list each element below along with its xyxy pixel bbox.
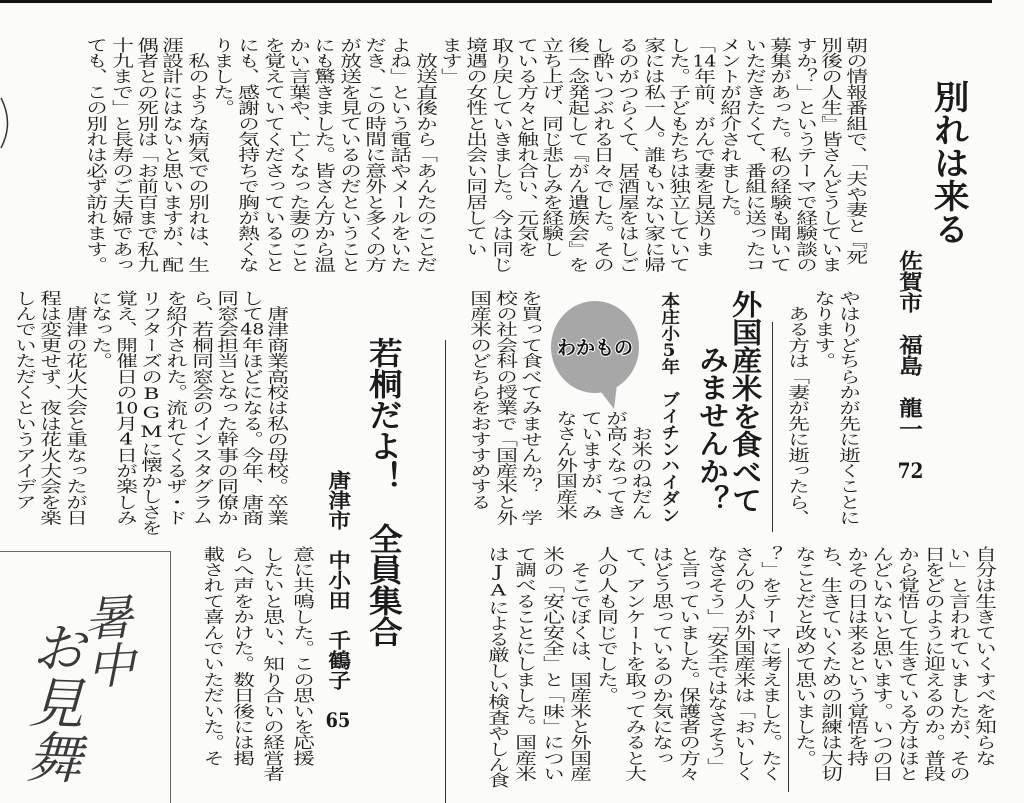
- text-column: さんの人が外国産米は「おいしく: [731, 546, 758, 782]
- wakamono-badge: [548, 300, 648, 412]
- text-column: 載されて喜んでいただいた。そ: [200, 546, 227, 766]
- byline: 唐津市 中小田 千鶴子 65: [324, 470, 352, 730]
- text-column: 私のような病気での別れは、生: [184, 37, 212, 273]
- text-column: りました。: [210, 37, 237, 116]
- text-column: 境遇の女性と出会い同居してい: [463, 37, 490, 257]
- text-column: お米のねだん: [628, 410, 655, 520]
- text-column: なことだと改めて思いました。: [792, 546, 819, 766]
- text-column: なさそう」「安全ではなさそう」: [703, 546, 730, 774]
- text-column: て調べることにしました。国産米: [512, 546, 539, 782]
- text-column: にも、感謝の気持ちで胸が熱くな: [235, 37, 262, 273]
- text-column: なさん外国産米: [553, 410, 580, 520]
- text-column: 十九まで」と長寿のご夫婦であっ: [108, 37, 136, 273]
- text-column: ち、生きていくための訓練は大切: [818, 546, 845, 782]
- text-column: 人の人も同じでした。: [594, 546, 621, 703]
- upright-number: 65: [325, 710, 351, 730]
- upright-number: 48: [240, 321, 265, 338]
- upright-number: 14: [692, 52, 717, 69]
- text-column: んどいないと思います。いつの日: [869, 546, 896, 782]
- text-column: るのがつらくて、居酒屋をはしご: [615, 37, 642, 273]
- text-column: い」と言われていましたが、その: [946, 546, 973, 782]
- text-column: した。子どもたちは独立していて: [666, 37, 693, 273]
- text-column: ても、この別れは必ず訪れます。: [83, 37, 110, 273]
- column-divider-rule: [772, 322, 773, 532]
- text-column: 立ち上げ、同じ悲しみを経験し: [539, 37, 566, 257]
- handwritten-lettering-left: お見舞: [17, 617, 87, 786]
- text-column: すか？」というテーマで経験談の: [792, 37, 819, 273]
- text-column: はどう思っているのか気になっ: [649, 546, 676, 766]
- text-column: かい言葉や、亡くなった妻のこと: [286, 37, 313, 273]
- text-column: ている方々と触れ合い、元気を: [514, 37, 541, 257]
- upright-number: 72: [897, 460, 923, 481]
- text-column: から覚悟して生きている方はほと: [895, 546, 922, 782]
- article-title-line-2: みませんか？: [694, 345, 731, 513]
- text-column: したいと思い、知り合いの経営者: [260, 546, 287, 782]
- text-column: して48年ほどになる。今年、唐商: [239, 290, 266, 526]
- text-column: 国産米のどちらをおすすめする: [467, 290, 494, 510]
- text-column: やはりどちらかが先に逝くことに: [836, 290, 863, 526]
- upright-number: 10: [114, 399, 139, 416]
- article-title: 別れは来る: [928, 80, 971, 245]
- text-column: いただきたくて、番組に送ったコ: [742, 37, 769, 273]
- top-border-rule: [0, 0, 992, 3]
- text-column: 日をどのように迎えるのか。普段: [921, 546, 948, 782]
- upright-number: 5: [662, 341, 676, 358]
- text-column: 家には私一人。誰もいない家に帰: [640, 37, 667, 273]
- text-column: しんでいただくというアイデア: [12, 290, 39, 510]
- column-divider-rule: [788, 648, 789, 792]
- text-column: 程は変更せず、夜は花火大会を楽: [37, 290, 64, 526]
- upright-number: 4: [119, 431, 134, 448]
- cropped-circle-fragment: [0, 96, 14, 150]
- handwritten-lettering-right: 暑中: [74, 591, 136, 691]
- text-column: リフターズのBGMに懐かしさを: [138, 290, 165, 536]
- text-column: ？」をテーマに考えました。たく: [758, 546, 785, 782]
- text-column: 募集があった。私の経験も聞いて: [767, 37, 794, 273]
- text-column: にも驚きました。皆さん方から温: [311, 37, 338, 273]
- text-column: そこでぼくは、国産米と外国産: [567, 546, 594, 782]
- text-column: らへ声をかけた。数日後には掲: [230, 546, 257, 766]
- byline: 佐賀市 福島 龍一 72: [896, 250, 924, 481]
- text-column: が放送を見ているのだということ: [336, 37, 364, 273]
- text-column: 自分は生きていくすべを知らな: [972, 546, 999, 766]
- text-column: を覚えていてくださっていること: [260, 37, 288, 273]
- text-column: だき、この時間に意外と多くの方: [362, 37, 389, 273]
- column-divider-rule: [445, 340, 446, 803]
- badge-tail: [598, 384, 617, 409]
- text-column: 同窓会担当となった幹事の同僚か: [214, 290, 241, 526]
- text-column: 別後の人生』皆さんどうしていま: [818, 37, 845, 273]
- article-title-line-1: 外国産米を食べて: [727, 290, 764, 514]
- text-column: 「14年前、がんで妻を見送りま: [691, 37, 718, 257]
- text-column: ら、若桐同窓会のインスタグラム: [188, 290, 216, 526]
- summer-greeting-box: [0, 551, 171, 803]
- text-column: よね」という電話やメールをいた: [387, 37, 414, 273]
- text-column: なります。: [810, 290, 838, 369]
- text-column: 唐津商業高校は私の母校。卒業: [264, 290, 291, 526]
- text-column: ます」: [438, 37, 465, 85]
- upright-letters: BGM: [138, 384, 165, 442]
- text-column: はJAによる厳しい検査やしん食: [485, 546, 512, 789]
- text-column: を買って食べてみませんか？ 学: [518, 290, 545, 526]
- text-column: になった。: [88, 290, 115, 369]
- byline: 本庄小5年 ブイチンハイダン: [658, 292, 680, 523]
- text-column: 偶者との死別は「お前百まで私九: [134, 37, 161, 273]
- text-column: 朝の情報番組で、「夫や妻と『死: [843, 37, 870, 265]
- upright-letters: JA: [485, 561, 512, 600]
- text-column: ある方は「妻が先に逝ったら、: [785, 290, 812, 526]
- text-column: ていますが、み: [578, 410, 605, 520]
- text-column: と言っていました。保護者の方々: [676, 546, 703, 782]
- text-column: 放送直後から「あんたのことだ: [412, 37, 439, 273]
- text-column: かその日は来るという覚悟を持: [843, 546, 871, 766]
- text-column: メントが紹介されました。: [716, 37, 743, 226]
- text-column: を紹介された。流れてくるザ・ド: [163, 290, 190, 526]
- text-column: 唐津の花火大会と重なったが日: [62, 290, 90, 526]
- text-column: 涯設計にはないと思いますが、配: [159, 37, 186, 273]
- article-title: 若桐だよ！ 全員集合: [362, 337, 401, 647]
- text-column: 意に共鳴した。この思いを応援: [290, 546, 317, 766]
- text-column: 取り戻していきました。今は同じ: [488, 37, 515, 273]
- text-column: 校の社会科の授業で「国産米と外: [492, 290, 520, 526]
- text-column: 覚え、開催日の10月4日が楽しみ: [113, 290, 140, 526]
- text-column: て、アンケートを取ってみると大: [621, 546, 649, 782]
- text-column: が高くなってき: [603, 410, 630, 520]
- badge-label: わかもの: [556, 337, 634, 359]
- text-column: し酔いつぶれる日々でした。その: [590, 37, 617, 273]
- text-column: 後一念発起して『がん遺族会』を: [564, 37, 591, 273]
- text-column: 米の「安心安全」と「味」につい: [540, 546, 567, 782]
